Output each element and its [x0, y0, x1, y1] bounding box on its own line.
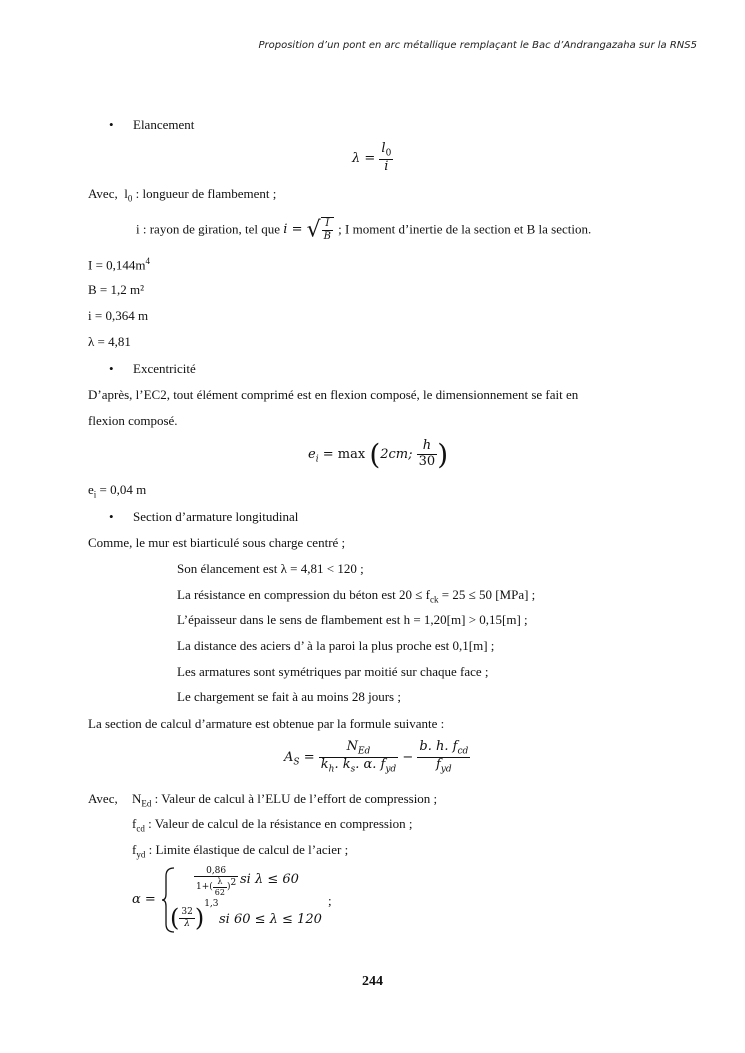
avec-l0-line: Avec, $l_0$ : longueur de flambement ;	[88, 186, 277, 204]
l0-numerator: l	[381, 141, 386, 156]
excentricite-text-2: flexion composé.	[88, 413, 178, 428]
condition-4: La distance des aciers d’ à la paroi la plus proche est 0,1[m] ;	[177, 638, 495, 653]
formula-intro: La section de calcul d’armature est obtenue par la formule suivante :	[88, 716, 445, 731]
I-value: $I = 0,144m^4$	[88, 256, 151, 273]
as-formula: $A_S$ = $\frac{N_{Ed}}{k_h. k_s. \alpha. f_{yd}}$ − $\frac{b. h. f_{cd}}{f_{yd}}$	[284, 739, 469, 775]
def-fyd: $f_{yd}$ : Limite élastique de calcul de l’acier ;	[132, 842, 349, 860]
page-number: 244	[362, 974, 383, 989]
alpha-case2-cond: si 60 ≤ λ ≤ 120	[219, 912, 322, 927]
i-denominator: i	[384, 158, 389, 174]
alpha-case1-cond: si λ ≤ 60	[240, 872, 299, 887]
avec-label: Avec,	[88, 186, 118, 201]
i-definition-line	[136, 217, 591, 243]
bullet-elancement: • Elancement	[133, 117, 194, 133]
bullet-section-armature: • Section d’armature longitudinal	[133, 509, 298, 525]
alpha-case1-frac: 0,86 1+( $\frac{\lambda}{62}$ )$^2$	[196, 866, 237, 897]
bullet-excentricite: • Excentricité	[133, 361, 196, 377]
i-def-prefix: i : rayon de giration, tel que	[136, 221, 281, 237]
ei-formula: $e_i = \max (2cm$; $\frac{h}{30}$ )	[308, 438, 449, 471]
condition-6: Le chargement se fait à au moins 28 jours ;	[177, 689, 401, 704]
running-header: Proposition d’un pont en arc métallique remplaçant le Bac d’Andrangazaha sur la RNS5	[258, 40, 697, 51]
i-formula: i = √ $\frac{I}{B}$	[283, 222, 338, 237]
section-intro: Comme, le mur est biarticulé sous charge centré ;	[88, 535, 346, 550]
def-fcd: $f_{cd}$ : Valeur de calcul de la résistance en compression ;	[132, 816, 413, 834]
B-value: B = 1,2 m²	[88, 282, 145, 297]
i-value: i = 0,364 m	[88, 308, 149, 323]
lambda-value: λ = 4,81	[88, 334, 131, 349]
l0-symbol: l	[124, 186, 128, 201]
i-def-suffix: ; I moment d’inertie de la section et B la section.	[338, 221, 592, 237]
ei-value: $e_i = 0,04$ m	[88, 482, 147, 500]
alpha-end: ;	[328, 893, 332, 908]
lambda-formula	[352, 142, 393, 175]
alpha-case2-expr: ( $\frac{32}{\lambda}$ )$^{1,3}$	[170, 899, 219, 932]
lambda-fraction: $\frac{l_0}{i}$	[381, 141, 392, 174]
condition-5: Les armatures sont symétriques par moitié sur chaque face ;	[177, 664, 489, 679]
condition-3: L’épaisseur dans le sens de flambement est h = 1,20[m] > 0,15[m] ;	[177, 612, 528, 627]
alpha-lhs: α =	[132, 892, 156, 907]
excentricite-text-1: D’après, l’EC2, tout élément comprimé est en flexion composé, le dimensionnement se fait en	[88, 387, 579, 402]
l0-definition: : longueur de flambement ;	[135, 186, 277, 201]
lambda-lhs: λ =	[352, 150, 376, 166]
def-ned: $N_{Ed}$ : Valeur de calcul à l’ELU de l’effort de compression ;	[132, 791, 438, 809]
avec-label-2: Avec,	[88, 791, 118, 806]
condition-1: Son élancement est λ = 4,81 < 120 ;	[177, 561, 364, 576]
condition-2: La résistance en compression du béton est $20 \le f_{ck} = 25 \le 50$ [MPa] ;	[177, 587, 536, 605]
